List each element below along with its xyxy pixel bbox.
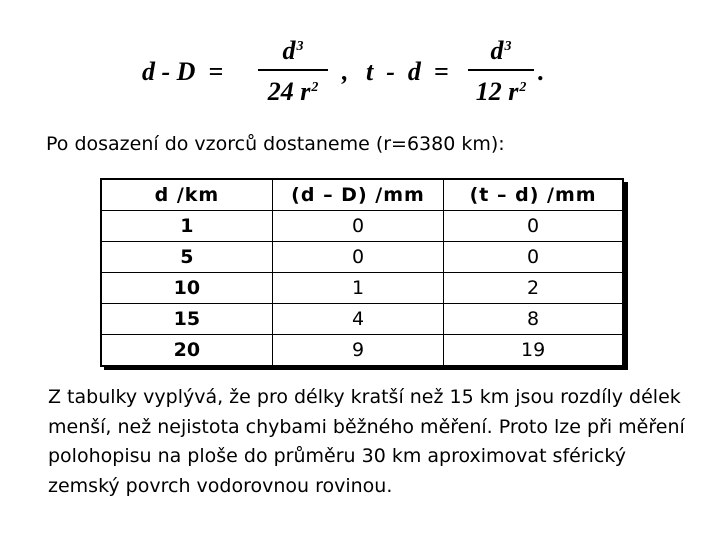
table-row bbox=[101, 211, 623, 242]
cell-distance: 15 bbox=[101, 304, 272, 335]
cell-t-minus-d: 2 bbox=[444, 273, 623, 304]
formula-lhs-1: d - D = bbox=[142, 57, 224, 86]
cell-d-minus-D: 0 bbox=[272, 211, 443, 242]
formula bbox=[0, 32, 720, 112]
fraction-1-numerator-exponent: 3 bbox=[296, 39, 304, 54]
cell-d-minus-D: 9 bbox=[272, 335, 443, 367]
cell-t-minus-d: 0 bbox=[444, 211, 623, 242]
table-row bbox=[101, 242, 623, 273]
cell-distance: 10 bbox=[101, 273, 272, 304]
header-distance: d /km bbox=[101, 179, 272, 211]
fraction-2-denominator bbox=[468, 79, 534, 105]
fraction-1-bar bbox=[258, 69, 328, 71]
cell-distance: 20 bbox=[101, 335, 272, 367]
fraction-1-denominator-exponent: 2 bbox=[311, 80, 319, 95]
formula-separator: , bbox=[342, 57, 349, 86]
fraction-2-numerator-base: d bbox=[490, 36, 504, 65]
table-row bbox=[101, 335, 623, 367]
distance-difference-table bbox=[100, 178, 624, 367]
fraction-1-denominator bbox=[258, 79, 328, 105]
table-row bbox=[101, 304, 623, 335]
fraction-2-numerator bbox=[468, 38, 534, 64]
table-header-row bbox=[101, 179, 623, 211]
conclusion-paragraph: Z tabulky vyplývá, že pro délky kratší než 15 km jsou rozdíly délek menší, než nejistota chybami běžného měření. Proto lze při měření polohopisu na ploše do průměru 30 km aproximovat sférický zemský povrch vodorovnou rovinou. bbox=[48, 386, 685, 497]
cell-d-minus-D: 0 bbox=[272, 242, 443, 273]
cell-t-minus-d: 19 bbox=[444, 335, 623, 367]
table-shadow-right bbox=[624, 182, 628, 368]
cell-distance: 5 bbox=[101, 242, 272, 273]
intro-text: Po dosazení do vzorců dostaneme (r=6380 km): bbox=[46, 133, 505, 155]
fraction-1-numerator-base: d bbox=[282, 36, 296, 65]
table-row bbox=[101, 273, 623, 304]
cell-t-minus-d: 8 bbox=[444, 304, 623, 335]
fraction-2-denominator-base: 12 r bbox=[475, 77, 519, 106]
formula-lhs-2: t - d = bbox=[366, 57, 449, 86]
fraction-1-denominator-base: 24 r bbox=[267, 77, 311, 106]
header-t-minus-d: (t – d) /mm bbox=[444, 179, 623, 211]
fraction-2-numerator-exponent: 3 bbox=[504, 39, 512, 54]
fraction-1-numerator bbox=[258, 38, 328, 64]
cell-distance: 1 bbox=[101, 211, 272, 242]
cell-t-minus-d: 0 bbox=[444, 242, 623, 273]
cell-d-minus-D: 4 bbox=[272, 304, 443, 335]
fraction-2-denominator-exponent: 2 bbox=[519, 80, 527, 95]
formula-end-dot: . bbox=[538, 57, 545, 86]
fraction-2-bar bbox=[468, 69, 534, 71]
header-d-minus-D: (d – D) /mm bbox=[272, 179, 443, 211]
cell-d-minus-D: 1 bbox=[272, 273, 443, 304]
